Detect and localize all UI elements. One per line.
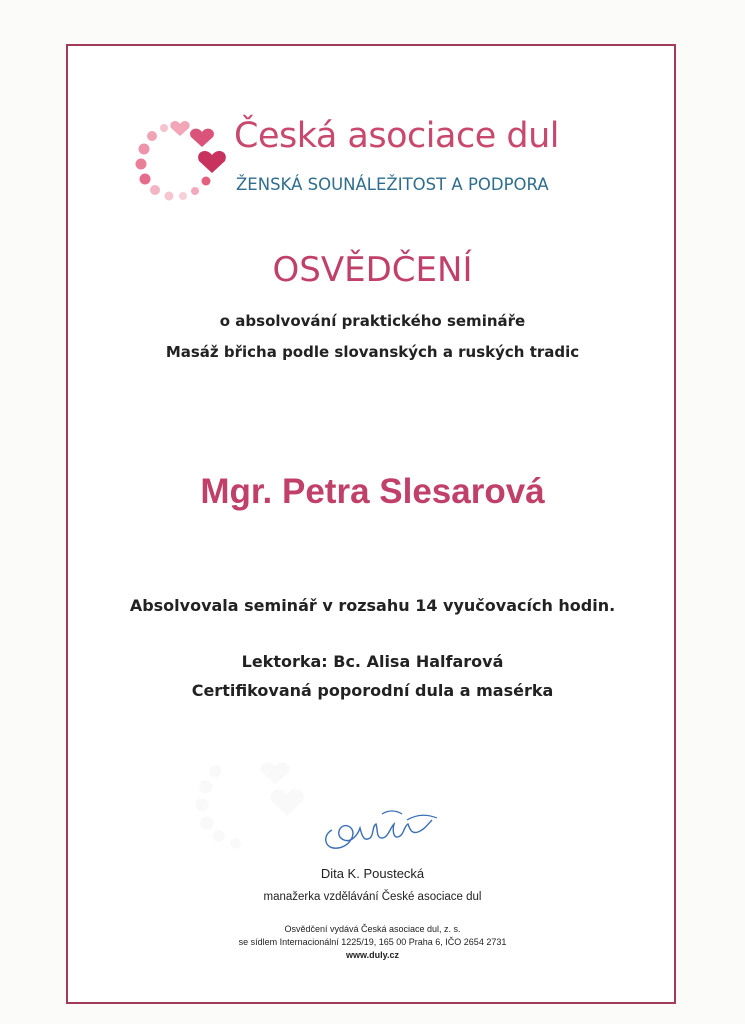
certificate-subtitle: o absolvování praktického semináře bbox=[219, 312, 526, 330]
recipient-name: Mgr. Petra Slesarová bbox=[200, 472, 545, 511]
completion-text: Absolvovala seminář v rozsahu 14 vyučovacích hodin. bbox=[129, 596, 616, 615]
organization-name: Česká asociace dul bbox=[234, 116, 559, 156]
seminar-name: Masáž břicha podle slovanských a ruských tradic bbox=[165, 343, 580, 361]
lecturer-name: Lektorka: Bc. Alisa Halfarová bbox=[241, 652, 504, 671]
certificate-title: OSVĚDČENÍ bbox=[272, 250, 473, 290]
organization-tagline: ŽENSKÁ SOUNÁLEŽITOST A PODPORA bbox=[236, 175, 549, 194]
website-link[interactable]: www.duly.cz bbox=[345, 950, 399, 960]
signature-icon bbox=[312, 800, 452, 860]
lecturer-title: Certifikovaná poporodní dula a masérka bbox=[191, 681, 554, 700]
issuer-line: Osvědčení vydává Česká asociace dul, z. s. bbox=[284, 924, 461, 934]
signer-name: Dita K. Poustecká bbox=[320, 866, 425, 881]
watermark-logo-icon bbox=[180, 740, 320, 860]
issuer-address: se sídlem Internacionální 1225/19, 165 00 Praha 6, IČO 2654 2731 bbox=[238, 937, 507, 947]
hearts-dots-circle-icon bbox=[126, 110, 236, 210]
signer-role: manažerka vzdělávání České asociace dul bbox=[263, 891, 482, 903]
